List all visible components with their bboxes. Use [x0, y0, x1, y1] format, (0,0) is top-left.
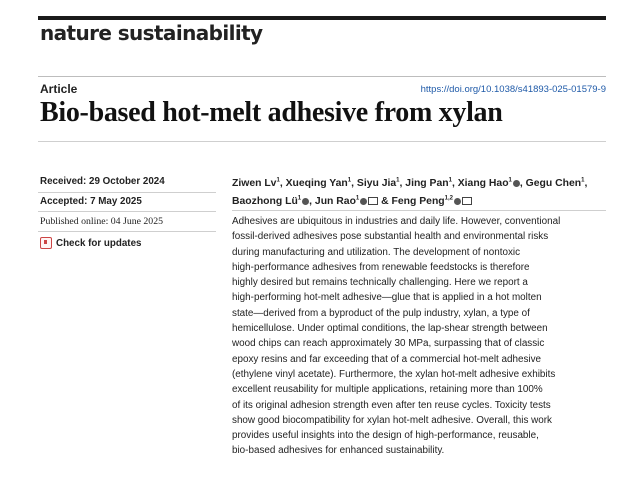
email-icon[interactable]	[462, 197, 472, 205]
author-affiliation: 1	[297, 195, 302, 202]
header-top-rule	[38, 16, 606, 20]
article-type-label: Article	[40, 82, 78, 96]
author-separator: ,	[309, 195, 315, 207]
author-name-text: Siyu Jia	[356, 178, 397, 190]
orcid-icon[interactable]	[454, 198, 461, 205]
author-name-text: Baozhong Lü	[232, 195, 298, 207]
author-name[interactable]	[315, 196, 392, 207]
author-separator: ,	[519, 178, 526, 190]
check-updates-label: Check for updates	[56, 237, 142, 249]
author-name[interactable]	[232, 196, 315, 207]
abstract-divider	[232, 210, 606, 211]
author-name[interactable]	[357, 178, 405, 189]
header-divider	[38, 76, 606, 77]
author-separator: &	[378, 195, 392, 207]
author-name[interactable]	[405, 178, 457, 189]
author-name-text: Feng Peng	[391, 195, 445, 207]
author-affiliation: 1	[508, 178, 512, 184]
author-separator: ,	[351, 178, 357, 190]
article-title: Bio-based hot-melt adhesive from xylan	[40, 97, 503, 128]
author-separator: ,	[399, 178, 406, 190]
published-date: Published online: 04 June 2025	[40, 216, 164, 227]
author-name-text: Ziwen Lv	[232, 178, 277, 190]
author-affiliation: 1	[448, 178, 452, 184]
author-separator: ,	[584, 178, 588, 190]
author-name-text: Xueqing Yan	[285, 178, 348, 190]
journal-logo: nature sustainability	[40, 21, 263, 45]
check-updates-icon	[40, 237, 52, 249]
author-separator: ,	[279, 178, 286, 190]
email-icon[interactable]	[368, 197, 378, 205]
received-date: Received: 29 October 2024	[40, 176, 165, 187]
title-divider	[38, 141, 606, 142]
author-affiliation: 1	[355, 195, 360, 202]
author-name[interactable]	[526, 178, 588, 189]
author-name-text: Xiang Hao	[457, 178, 509, 190]
check-updates-button[interactable]	[40, 237, 141, 249]
author-affiliation: 1	[396, 178, 400, 184]
accepted-date: Accepted: 7 May 2025	[40, 196, 142, 207]
orcid-icon[interactable]	[360, 198, 367, 205]
author-affiliation: 1,2	[444, 195, 454, 202]
author-name-text: Jun Rao	[314, 195, 356, 207]
author-name[interactable]	[392, 196, 472, 207]
author-name[interactable]	[232, 178, 286, 189]
meta-divider	[38, 192, 216, 193]
author-separator: ,	[451, 178, 458, 190]
author-affiliation: 1	[276, 178, 280, 184]
author-affiliation: 1	[347, 178, 352, 184]
author-affiliation: 1	[581, 178, 585, 184]
author-name-text: Gegu Chen	[525, 178, 582, 190]
doi-link[interactable]: https://doi.org/10.1038/s41893-025-01579-9	[420, 84, 606, 95]
orcid-icon[interactable]	[513, 180, 520, 187]
meta-divider	[38, 231, 216, 232]
author-list	[232, 174, 612, 209]
meta-divider	[38, 211, 216, 212]
author-name-text: Jing Pan	[405, 178, 449, 190]
author-name[interactable]	[286, 178, 357, 189]
author-name[interactable]	[458, 178, 526, 189]
abstract-text: Adhesives are ubiquitous in industries and daily life. However, conventional fossil-derived adhesives pose substantial health and environmental risks during manufacturing and utilization. The development of nontoxic high-performance adhesives from renewable feedstocks is therefore highly desired but remains technically challenging. Here we report a high-performing hot-melt adhesive—glue that is applied in a hot molten state—derived from a byproduct of the pulp industry, xylan, a type of hemicellulose. Under optimal conditions, the lap-shear strength between wood chips can reach approximately 30 MPa, surpassing that of classic epoxy resins and far exceeding that of a commercial hot-melt adhesive (ethylene vinyl acetate). Furthermore, the xylan hot-melt adhesive exhibits excellent reusability for multiple applications, retaining more than 100% of its original adhesion strength even after ten reuse cycles. Toxicity tests show good biocompatibility for xylan hot-melt adhesive. Overall, this work provides useful insights into the design of high-performance, reusable, bio-based adhesives for enhanced sustainability.	[232, 216, 561, 457]
